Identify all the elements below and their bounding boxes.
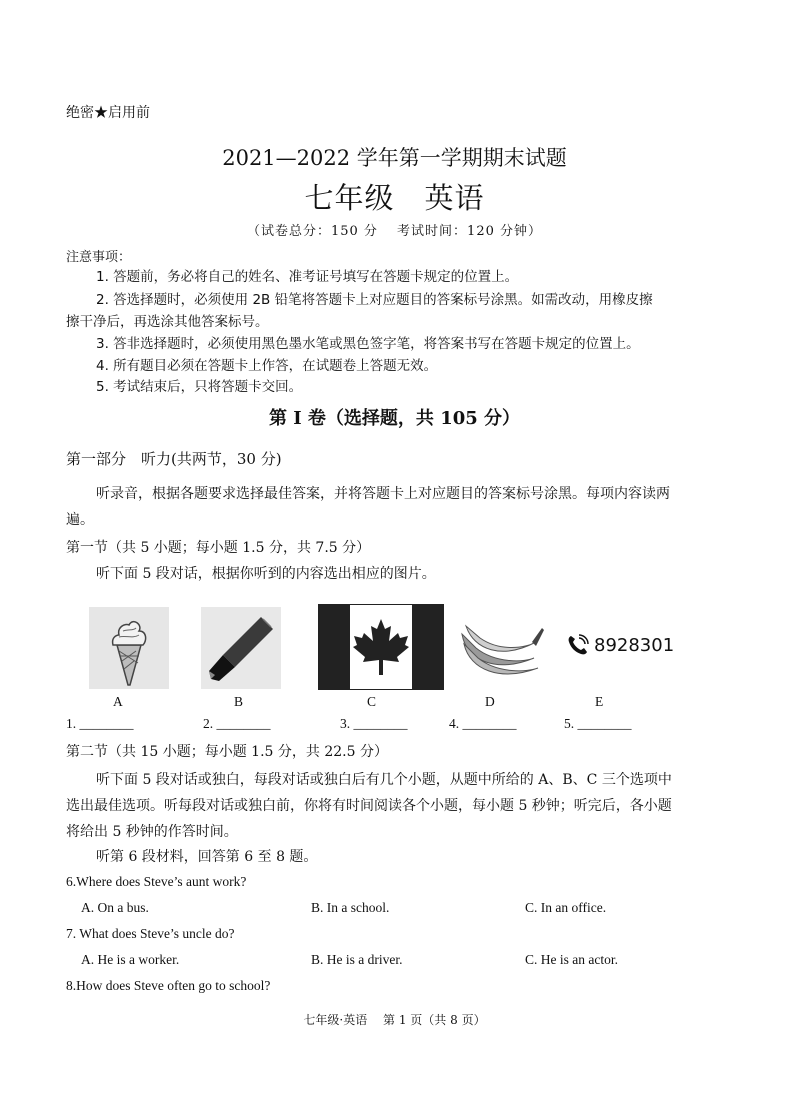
note-item-continued: 擦干净后，再选涂其他答案标号。 [66,314,269,330]
section1-title: 第一节（共 5 小题；每小题 1.5 分，共 7.5 分） [66,540,371,556]
exam-subtitle: 七年级 英语 [304,181,485,215]
phone-icon [567,634,589,656]
exam-title: 2021—2022 学年第一学期期末试题 [222,146,567,170]
answer-blank-1: 1. ________ [66,716,134,731]
option-6b: B. In a school. [311,900,390,915]
option-7b: B. He is a driver. [311,952,403,967]
section1-instruction: 听下面 5 段对话，根据你听到的内容选出相应的图片。 [96,566,436,582]
part1-title: 第一部分 听力(共两节，30 分) [66,450,282,468]
answer-blank-3: 3. ________ [340,716,408,731]
question-7: 7. What does Steve’s uncle do? [66,926,235,941]
material-note: 听第 6 段材料，回答第 6 至 8 题。 [96,849,318,865]
ice-cream-icon [89,607,169,689]
answer-blank-2: 2. ________ [203,716,271,731]
confidential-mark: 绝密★启用前 [66,105,150,121]
notes-heading: 注意事项： [66,250,132,265]
volume-title: 第 I 卷（选择题，共 105 分） [268,408,521,429]
picture-label-d: D [485,694,495,709]
score-time-info: （试卷总分：150 分 考试时间：120 分钟） [246,224,543,239]
note-item: 5. 考试结束后，只将答题卡交回。 [96,379,303,395]
section2-instruction-continued: 将给出 5 秒钟的作答时间。 [66,824,238,840]
bananas-icon [456,612,546,682]
part1-instruction-continued: 遍。 [66,512,94,528]
option-7a: A. He is a worker. [81,952,180,967]
section2-instruction-continued: 选出最佳选项。听每段对话或独白前，你将有时间阅读各个小题，每小题 5 秒钟；听完后，各小题 [66,798,672,814]
option-6a: A. On a bus. [81,900,149,915]
section2-title: 第二节（共 15 小题；每小题 1.5 分，共 22.5 分） [66,744,388,760]
section2-instruction: 听下面 5 段对话或独白，每段对话或独白后有几个小题，从题中所给的 A、B、C 三个选项中 [96,772,672,788]
phone-number: 8928301 [594,635,675,656]
canada-flag-icon [318,604,444,690]
picture-label-a: A [113,694,123,709]
note-item: 3. 答非选择题时，必须使用黑色墨水笔或黑色签字笔，将答案书写在答题卡规定的位置上。 [96,336,640,352]
note-item: 4. 所有题目必须在答题卡上作答，在试题卷上答题无效。 [96,358,438,374]
part1-instruction: 听录音，根据各题要求选择最佳答案，并将答题卡上对应题目的答案标号涂黑。每项内容读两 [96,486,670,502]
picture-label-b: B [234,694,244,709]
option-7c: C. He is an actor. [525,952,618,967]
picture-label-c: C [367,694,377,709]
option-6c: C. In an office. [525,900,607,915]
note-item: 1. 答题前，务必将自己的姓名、准考证号填写在答题卡规定的位置上。 [96,269,519,285]
note-item: 2. 答选择题时，必须使用 2B 铅笔将答题卡上对应题目的答案标号涂黑。如需改动，用橡皮擦 [96,292,653,308]
picture-label-e: E [595,694,604,709]
question-6: 6.Where does Steve’s aunt work? [66,874,247,889]
answer-blank-4: 4. ________ [449,716,517,731]
question-8: 8.How does Steve often go to school? [66,978,271,993]
fountain-pen-icon [201,607,281,689]
page-footer: 七年级·英语 第 1 页（共 8 页） [303,1013,486,1027]
answer-blank-5: 5. ________ [564,716,632,731]
